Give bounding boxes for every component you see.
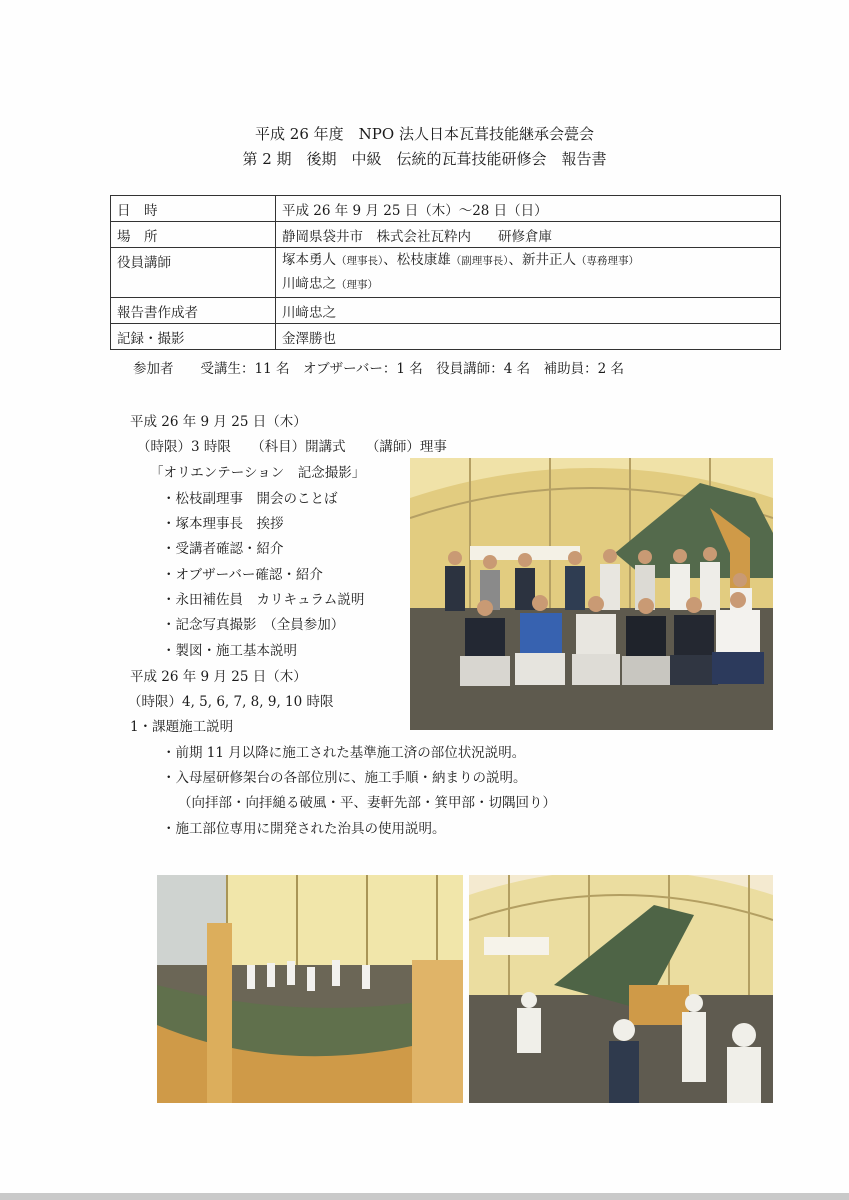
workshop-photo-roof-image — [469, 875, 773, 1103]
table-row — [111, 298, 781, 324]
list-item: ・記念写真撮影 （全員参加） — [162, 617, 345, 633]
info-table — [110, 195, 781, 350]
list-item: ・塚本理事長 挨拶 — [162, 516, 284, 532]
lecturer-role: （専務理事） — [576, 254, 639, 267]
author-value: 川﨑忠之 — [276, 298, 781, 324]
workshop-photo-roof — [469, 875, 773, 1103]
table-row — [111, 324, 781, 350]
lecturer-name: 、松枝康雄 — [383, 251, 451, 268]
session1-date: 平成 26 年 9 月 25 日（木） — [130, 414, 307, 430]
lecturer-name: 川﨑忠之 — [282, 275, 336, 292]
list-item: ・オブザーバー確認・紹介 — [162, 567, 323, 583]
lecturers-label: 役員講師 — [111, 248, 276, 298]
session2-period: （時限）4, 5, 6, 7, 8, 9, 10 時限 — [128, 694, 334, 710]
author-label: 報告書作成者 — [111, 298, 276, 324]
scan-edge — [0, 1193, 849, 1200]
lecturer-role: （副理事長） — [450, 254, 509, 267]
workshop-photo-overhead — [157, 875, 463, 1103]
lecturer-role: （理事） — [336, 278, 378, 291]
session2-heading: 1・課題施工説明 — [130, 719, 234, 735]
session1-period: （時限）3 時限 （科目）開講式 （講師）理事 — [137, 439, 447, 455]
workshop-photo-overhead-image — [157, 875, 463, 1103]
list-item: （向拝部・向拝縋る破風・平、妻軒先部・箕甲部・切隅回り） — [178, 795, 556, 811]
group-photo — [410, 458, 773, 730]
lecturer-role: （理事長） — [336, 254, 384, 267]
venue-value: 静岡県袋井市 株式会社瓦粋内 研修倉庫 — [276, 222, 781, 248]
list-item: ・施工部位専用に開発された治具の使用説明。 — [162, 821, 446, 837]
lecturer-name: 塚本勇人 — [282, 251, 336, 268]
document-title: 平成 26 年度 NPO 法人日本瓦葺技能継承会甍会 — [255, 125, 594, 143]
lecturers-line-1 — [282, 249, 774, 273]
session2-date: 平成 26 年 9 月 25 日（木） — [130, 669, 307, 685]
lecturers-line-2 — [282, 273, 774, 297]
list-item: ・受講者確認・紹介 — [162, 541, 284, 557]
list-item: ・前期 11 月以降に施工された基準施工済の部位状況説明。 — [162, 745, 526, 761]
list-item: ・入母屋研修架台の各部位別に、施工手順・納まりの説明。 — [162, 770, 527, 786]
table-row — [111, 222, 781, 248]
lecturers-value — [276, 248, 781, 298]
participants-line: 参加者 受講生：11 名 オブザーバー：1 名 役員講師：4 名 補助員：2 名 — [133, 361, 625, 377]
lecturer-name: 、新井正人 — [508, 251, 576, 268]
photographer-value: 金澤勝也 — [276, 324, 781, 350]
photographer-label: 記録・撮影 — [111, 324, 276, 350]
group-photo-image — [410, 458, 773, 730]
list-item: ・製図・施工基本説明 — [162, 643, 297, 659]
list-item: ・松枝副理事 開会のことば — [162, 491, 338, 507]
date-value: 平成 26 年 9 月 25 日（木）～28 日（日） — [276, 196, 781, 222]
document-subtitle: 第 2 期 後期 中級 伝統的瓦葺技能研修会 報告書 — [242, 150, 607, 168]
list-item: ・永田補佐員 カリキュラム説明 — [162, 592, 365, 608]
table-row — [111, 196, 781, 222]
venue-label: 場 所 — [111, 222, 276, 248]
session1-topic: 「オリエンテーション 記念撮影」 — [150, 465, 366, 481]
date-label: 日 時 — [111, 196, 276, 222]
table-row — [111, 248, 781, 298]
